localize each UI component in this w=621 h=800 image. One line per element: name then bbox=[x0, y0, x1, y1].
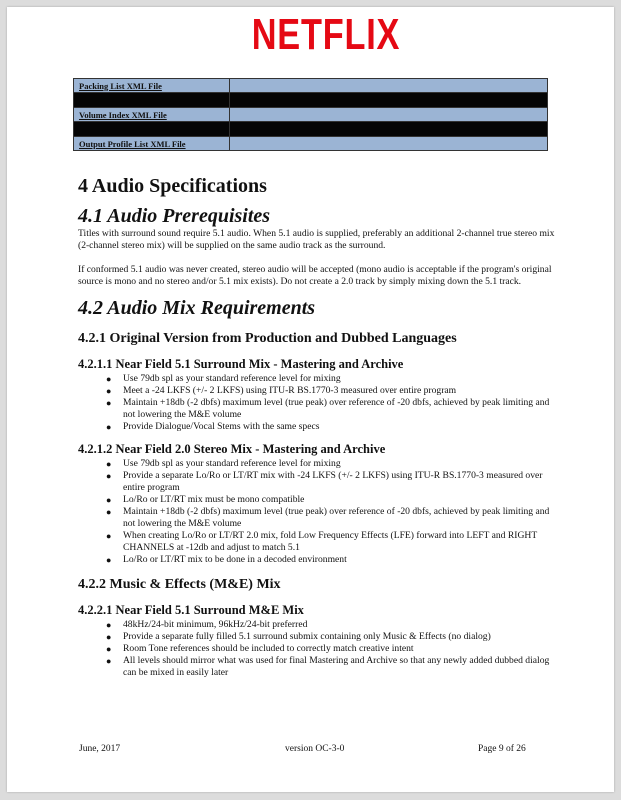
list-item: ● Lo/Ro or LT/RT mix must be mono compatible bbox=[106, 494, 305, 505]
bullet-icon: ● bbox=[106, 386, 112, 396]
bullet-icon: ● bbox=[106, 644, 112, 654]
bullet-icon: ● bbox=[106, 555, 112, 565]
bullet-icon: ● bbox=[106, 507, 112, 517]
paragraph: Titles with surround sound require 5.1 audio. When 5.1 audio is supplied, preferably an additional 2-channel true stereo mix (2-channel stereo mix) will be supplied on the same audio track as the surround. bbox=[78, 228, 555, 251]
bullet-icon: ● bbox=[106, 656, 112, 666]
list-item: ● Meet a -24 LKFS (+/- 2 LKFS) using ITU-R BS.1770-3 measured over entire program bbox=[106, 385, 457, 396]
heading-20-stereo-mix: 4.2.1.2 Near Field 2.0 Stereo Mix - Mastering and Archive bbox=[78, 442, 386, 456]
list-item: ● Maintain +18db (-2 dbfs) maximum level (true peak) over reference of -20 dbfs, achieved by peak limiting and not lowering the M&E volume bbox=[106, 506, 550, 529]
netflix-logo: NETFLIX bbox=[251, 10, 401, 59]
bullet-icon: ● bbox=[106, 398, 112, 408]
table-cell-label bbox=[74, 137, 230, 151]
bullet-icon: ● bbox=[106, 632, 112, 642]
output-profile-list-link[interactable]: Output Profile List XML File bbox=[79, 138, 186, 149]
redacted-cell bbox=[74, 93, 230, 108]
heading-music-effects-mix: 4.2.2 Music & Effects (M&E) Mix bbox=[78, 577, 281, 592]
xml-files-table bbox=[73, 78, 548, 151]
heading-audio-prerequisites: 4.1 Audio Prerequisites bbox=[78, 205, 271, 227]
table-row bbox=[74, 108, 548, 122]
list-item: ● Use 79db spl as your standard reference level for mixing bbox=[106, 373, 341, 384]
heading-audio-mix-requirements: 4.2 Audio Mix Requirements bbox=[78, 297, 316, 319]
bullet-icon: ● bbox=[106, 422, 112, 432]
list-item: ● Room Tone references should be included to correctly match creative intent bbox=[106, 643, 414, 654]
packing-list-link[interactable]: Packing List XML File bbox=[79, 80, 162, 91]
bullet-list bbox=[78, 458, 558, 566]
redacted-cell bbox=[74, 122, 230, 137]
footer-version: version OC-3-0 bbox=[285, 744, 345, 754]
bullet-list bbox=[78, 373, 558, 433]
document-page bbox=[7, 7, 614, 792]
table-cell-value bbox=[230, 79, 548, 93]
list-item: ● Provide a separate Lo/Ro or LT/RT mix with -24 LKFS (+/- 2 LKFS) using ITU-R BS.1770-3 measured over entire program bbox=[106, 470, 543, 493]
list-item: ● Maintain +18db (-2 dbfs) maximum level (true peak) over reference of -20 dbfs, achieved by peak limiting and not lowering the M&E volume bbox=[106, 397, 550, 420]
list-item: ● Lo/Ro or LT/RT mix to be done in a decoded environment bbox=[106, 554, 347, 565]
paragraph: If conformed 5.1 audio was never created, stereo audio will be accepted (mono audio is acceptable if the program's original source is mono and no stereo and/or 5.1 mix exists). Do not create a 2.0 track by simply mixing down the 5.1 track. bbox=[78, 264, 552, 287]
table-cell-label bbox=[74, 79, 230, 93]
list-item: ● All levels should mirror what was used for final Mastering and Archive so that any newly added dubbed dialog can be mixed in easily later bbox=[106, 655, 550, 678]
heading-51-surround-me-mix: 4.2.2.1 Near Field 5.1 Surround M&E Mix bbox=[78, 603, 304, 617]
heading-original-version: 4.2.1 Original Version from Production and Dubbed Languages bbox=[78, 331, 457, 346]
bullet-list bbox=[78, 619, 558, 679]
list-item: ● 48kHz/24-bit minimum, 96kHz/24-bit preferred bbox=[106, 619, 308, 630]
list-item: ● When creating Lo/Ro or LT/RT 2.0 mix, fold Low Frequency Effects (LFE) forward into LEFT and RIGHT CHANNELS at -12db and adjust to match 5.1 bbox=[106, 530, 538, 553]
list-item: ● Provide a separate fully filled 5.1 surround submix containing only Music & Effects (no dialog) bbox=[106, 631, 491, 642]
redacted-cell bbox=[230, 122, 548, 137]
redacted-cell bbox=[230, 93, 548, 108]
list-item: ● Provide Dialogue/Vocal Stems with the same specs bbox=[106, 421, 320, 432]
volume-index-link[interactable]: Volume Index XML File bbox=[79, 109, 167, 120]
table-row bbox=[74, 137, 548, 151]
bullet-icon: ● bbox=[106, 471, 112, 481]
heading-audio-specifications: 4 Audio Specifications bbox=[78, 175, 267, 197]
list-item: ● Use 79db spl as your standard reference level for mixing bbox=[106, 458, 341, 469]
redacted-row bbox=[74, 93, 548, 108]
bullet-icon: ● bbox=[106, 620, 112, 630]
bullet-icon: ● bbox=[106, 531, 112, 541]
table-row bbox=[74, 79, 548, 93]
table-cell-label bbox=[74, 108, 230, 122]
table-cell-value bbox=[230, 137, 548, 151]
footer-date: June, 2017 bbox=[79, 744, 121, 754]
document-body bbox=[78, 174, 558, 679]
footer-page-number: Page 9 of 26 bbox=[478, 744, 526, 754]
bullet-icon: ● bbox=[106, 459, 112, 469]
redacted-row bbox=[74, 122, 548, 137]
bullet-icon: ● bbox=[106, 495, 112, 505]
table-cell-value bbox=[230, 108, 548, 122]
heading-51-surround-mix: 4.2.1.1 Near Field 5.1 Surround Mix - Mastering and Archive bbox=[78, 357, 404, 371]
bullet-icon: ● bbox=[106, 374, 112, 384]
